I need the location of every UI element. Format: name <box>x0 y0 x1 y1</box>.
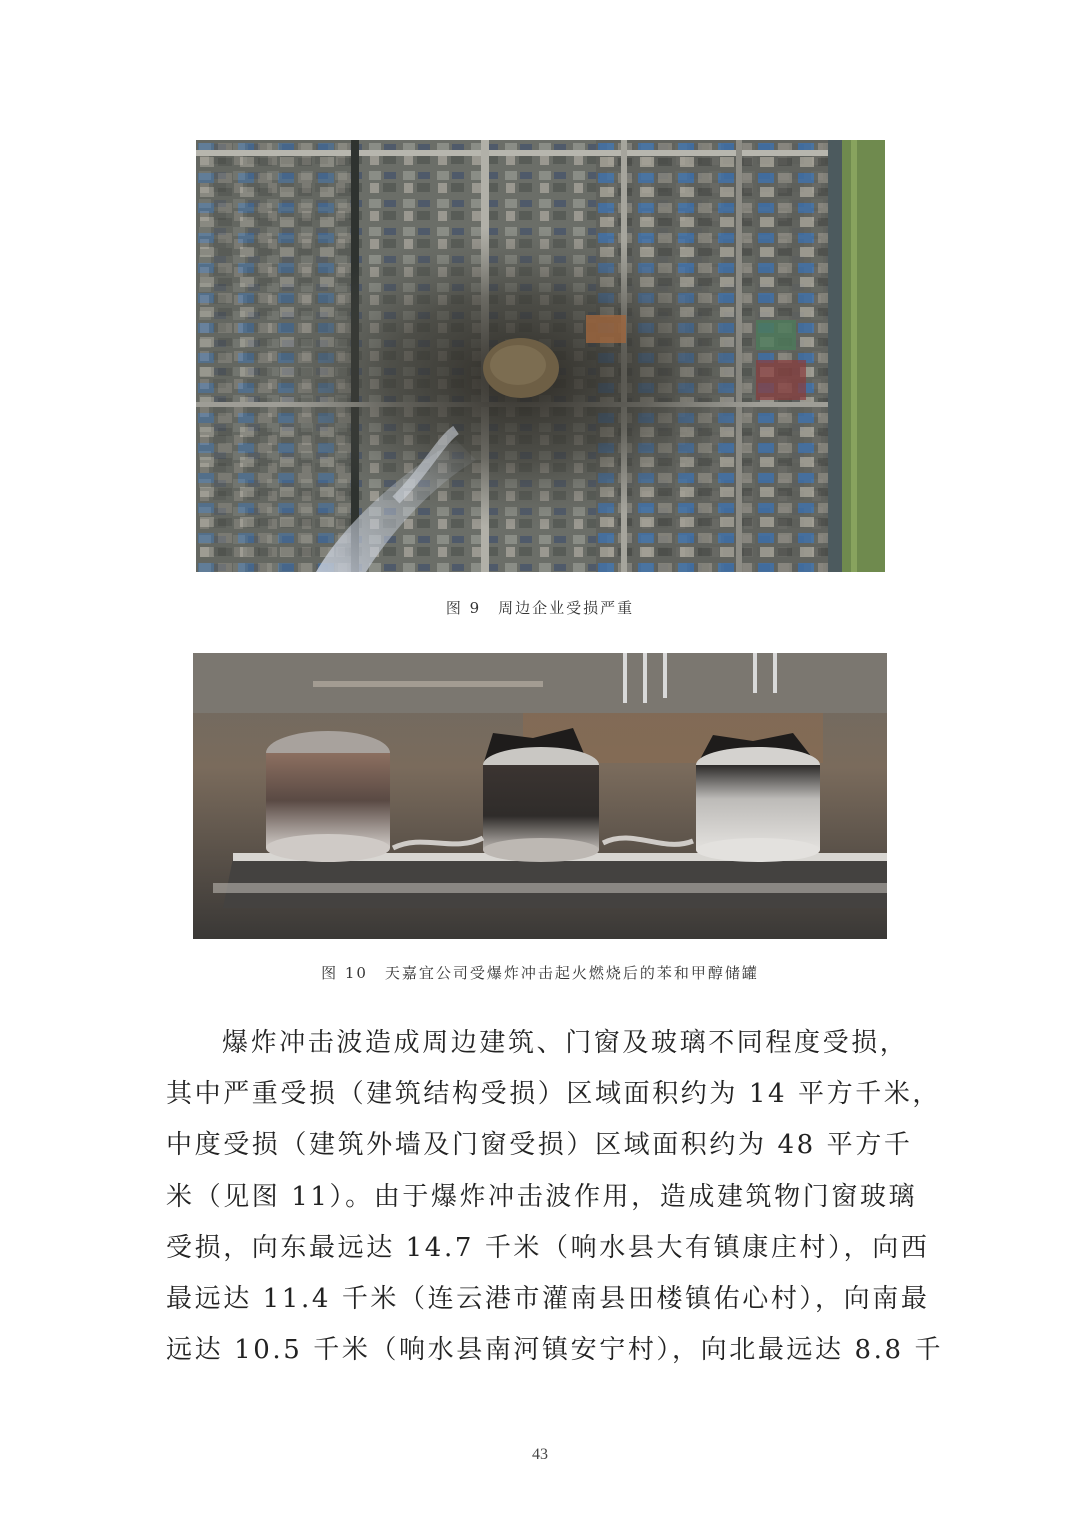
body-paragraph <box>166 1018 944 1376</box>
page-number: 43 <box>532 1446 548 1463</box>
body-line: 远达 10.5 千米（响水县南河镇安宁村），向北最远达 8.8 千 <box>166 1335 944 1366</box>
body-line: 其中严重受损（建筑结构受损）区域面积约为 14 平方千米， <box>166 1079 942 1110</box>
body-line: 中度受损（建筑外墙及门窗受损）区域面积约为 48 平方千 <box>166 1130 913 1161</box>
figure-10-caption: 图 10 天嘉宜公司受爆炸冲击起火燃烧后的苯和甲醇储罐 <box>321 964 759 982</box>
figure-9-aerial-photo <box>196 140 885 572</box>
body-line: 受损，向东最远达 14.7 千米（响水县大有镇康庄村），向西 <box>166 1232 930 1263</box>
body-line: 爆炸冲击波造成周边建筑、门窗及玻璃不同程度受损， <box>222 1028 909 1058</box>
body-line: 最远达 11.4 千米（连云港市灌南县田楼镇佑心村），向南最 <box>166 1284 930 1315</box>
body-line: 米（见图 11）。由于爆炸冲击波作用，造成建筑物门窗玻璃 <box>166 1181 918 1212</box>
figure-10-storage-tanks-photo <box>193 653 887 939</box>
figure-9-caption: 图 9 周边企业受损严重 <box>445 599 635 617</box>
